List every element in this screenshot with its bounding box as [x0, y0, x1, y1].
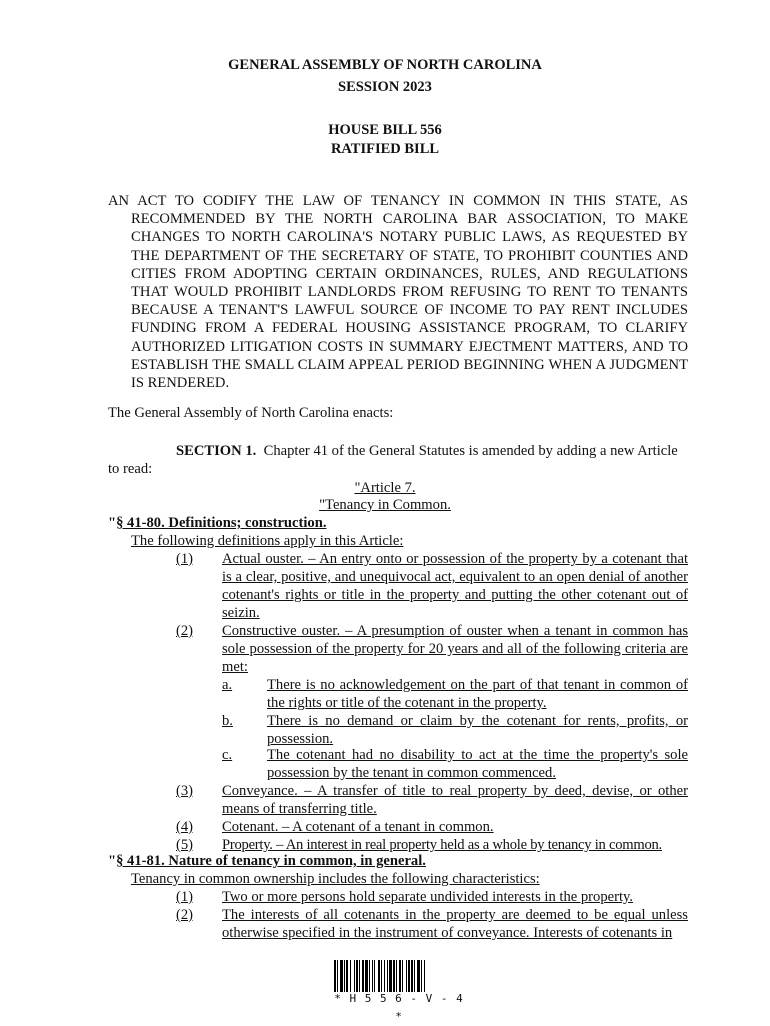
definition-cotenant: Cotenant. – A cotenant of a tenant in common.	[222, 819, 494, 835]
barcode-bar	[417, 960, 420, 992]
barcode-bar	[421, 960, 422, 992]
barcode-bar	[414, 960, 415, 992]
item-number: (2)	[176, 623, 194, 639]
section-41-80-intro: The following definitions apply in this Article:	[131, 533, 404, 549]
barcode-bar	[340, 960, 343, 992]
barcode-bar	[402, 960, 403, 992]
section-1-continuation: to read:	[108, 461, 153, 477]
barcode-bar	[337, 960, 338, 992]
barcode-label: * H 5 5 6 - V - 4 *	[334, 992, 464, 1023]
article-title: "Tenancy in Common.	[319, 497, 451, 513]
session-heading: SESSION 2023	[338, 79, 432, 95]
assembly-heading: GENERAL ASSEMBLY OF NORTH CAROLINA	[228, 57, 542, 73]
section-1	[176, 442, 688, 460]
barcode-bar	[406, 960, 407, 992]
barcode-bar	[396, 960, 397, 992]
quote-mark: "	[108, 853, 117, 869]
barcode-bar	[362, 960, 364, 992]
bill-number: HOUSE BILL 556	[328, 122, 442, 138]
item-number: (1)	[176, 551, 194, 567]
bill-status: RATIFIED BILL	[330, 141, 440, 157]
section-41-80-heading	[108, 514, 327, 532]
act-title	[108, 192, 688, 392]
item-number: (4)	[176, 819, 194, 835]
act-title-text: AN ACT TO CODIFY THE LAW OF TENANCY IN COMMON IN THIS STATE, AS RECOMMENDED BY THE NORTH CAROLINA BAR ASSOCIATION, TO MAKE CHANGES TO NORTH CAROLINA'S NOTARY PUBLIC LAWS, AS REQUESTED BY THE DEPARTMENT OF THE SECRETARY OF STATE, TO PROHIBIT COUNTIES AND CITIES FROM ADOPTING CERTAIN ORDINANCES, RULES, AND REGULATIONS THAT WOULD PROHIBIT LANDLORDS FROM REFUSING TO RENT TO TENANTS BECAUSE A TENANT'S LAWFUL SOURCE OF INCOME TO PAY RENT INCLUDES FUNDING FROM A FEDERAL HOUSING ASSISTANCE PROGRAM, TO CLARIFY AUTHORIZED LITIGATION COSTS IN SUMMARY EJECTMENT MATTERS, AND TO ESTABLISH THE SMALL CLAIM APPEAL PERIOD BEGINNING WHEN A JUDGMENT IS RENDERED.	[108, 193, 688, 392]
barcode-bar	[350, 960, 351, 992]
subitem-letter: b.	[222, 713, 233, 729]
section-1-text: Chapter 41 of the General Statutes is amended by adding a new Article	[263, 443, 678, 459]
barcode-bar	[344, 960, 345, 992]
barcode-bar	[399, 960, 401, 992]
barcode-bar	[354, 960, 355, 992]
barcode-bar	[372, 960, 373, 992]
barcode-bar	[389, 960, 392, 992]
definition-conveyance: Conveyance. – A transfer of title to real property by deed, devise, or other means of transferring title.	[222, 783, 688, 817]
barcode-bar	[381, 960, 382, 992]
barcode-bar	[378, 960, 380, 992]
quote-mark: "	[108, 515, 117, 531]
barcode-bar	[359, 960, 360, 992]
definition-property: Property. – An interest in real property held as a whole by tenancy in common.	[222, 837, 662, 853]
item-number: (3)	[176, 783, 194, 799]
barcode-bar	[387, 960, 388, 992]
item-number: (2)	[176, 907, 194, 923]
barcode-bar	[346, 960, 348, 992]
barcode-bar	[384, 960, 385, 992]
section-1-label: SECTION 1.	[176, 443, 257, 459]
criterion-b: There is no demand or claim by the cotenant for rents, profits, or possession.	[267, 713, 688, 747]
item-number: (1)	[176, 889, 194, 905]
barcode-bar	[365, 960, 368, 992]
barcode-bar	[411, 960, 413, 992]
characteristic-1: Two or more persons hold separate undivided interests in the property.	[222, 889, 634, 905]
barcode-bar	[408, 960, 410, 992]
subitem-letter: a.	[222, 677, 233, 693]
subitem-letter: c.	[222, 747, 233, 763]
definition-actual-ouster: Actual ouster. – An entry onto or possession of the property by a cotenant that is a clear, positive, and unequivocal act, equivalent to an open denial of another cotenant's rights or title in the property and putting the other cotenant out of seizin.	[222, 551, 688, 621]
enacting-clause: The General Assembly of North Carolina enacts:	[108, 405, 394, 421]
definition-constructive-ouster: Constructive ouster. – A presumption of ouster when a tenant in common has sole possession of the property for 20 years and all of the following criteria are met:	[222, 623, 688, 675]
section-41-81-intro: Tenancy in common ownership includes the following characteristics:	[131, 871, 540, 887]
item-number: (5)	[176, 837, 194, 853]
article-number: "Article 7.	[354, 480, 416, 496]
barcode-bar	[393, 960, 395, 992]
barcode-bar	[369, 960, 370, 992]
barcode	[334, 960, 464, 992]
barcode-bar	[334, 960, 336, 992]
criterion-c: The cotenant had no disability to act at the time the property's sole possession by the tenant in common commenced.	[267, 747, 688, 781]
barcode-bar	[424, 960, 425, 992]
barcode-bar	[356, 960, 358, 992]
criterion-a: There is no acknowledgement on the part of that tenant in common of the rights or title of the cotenant in the property.	[267, 677, 688, 711]
characteristic-2: The interests of all cotenants in the property are deemed to be equal unless otherwise specified in the instrument of conveyance. Interests of cotenants in	[222, 907, 688, 941]
section-41-80-heading-text: § 41-80. Definitions; construction.	[116, 515, 327, 531]
section-41-81-heading-text: § 41-81. Nature of tenancy in common, in general.	[116, 853, 426, 869]
section-41-81-heading	[108, 852, 426, 870]
barcode-bar	[374, 960, 375, 992]
